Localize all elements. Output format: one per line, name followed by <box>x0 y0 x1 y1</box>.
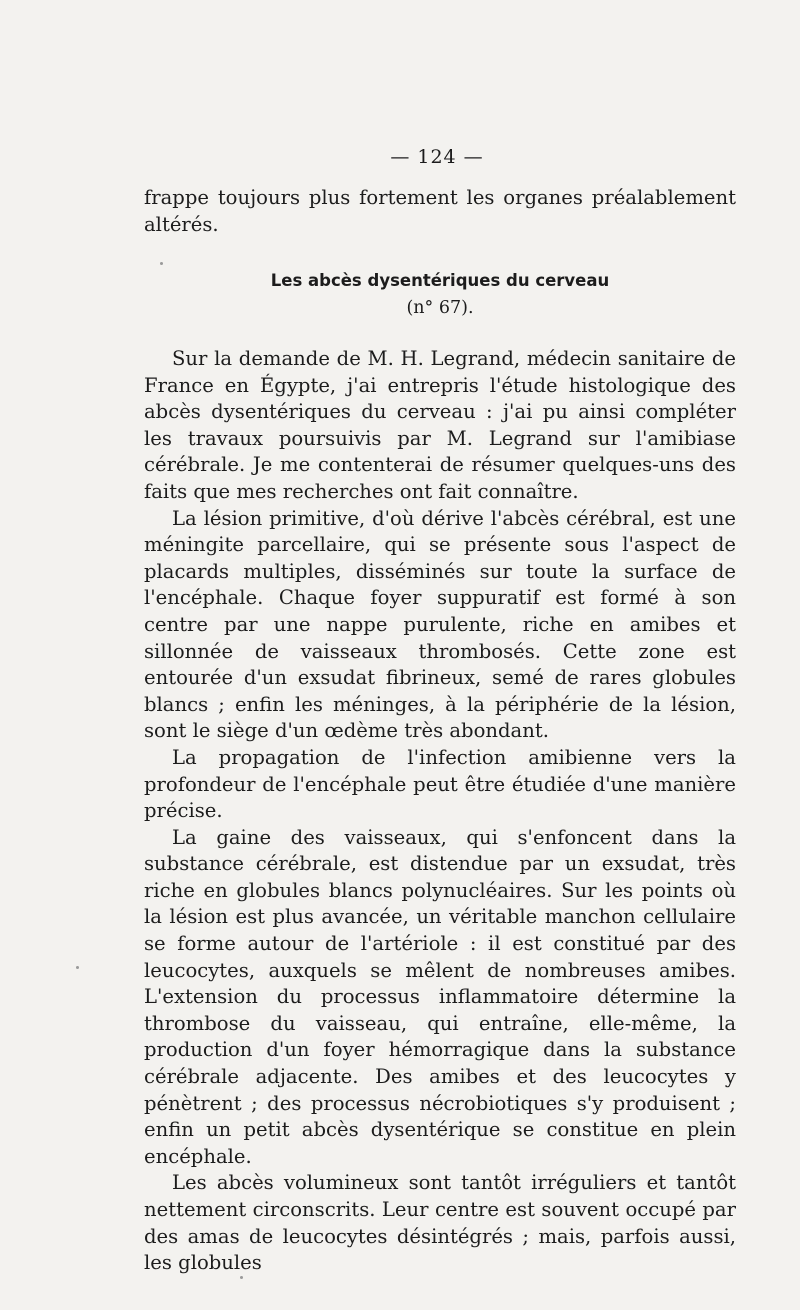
paragraph: Les abcès volumineux sont tantôt irréguliers et tantôt nettement circonscrits. Leur centre est souvent occupé par des amas de leucocytes désintégrés ; mais, parfois aussi, les globules <box>144 1171 736 1275</box>
paper-speck <box>160 262 163 265</box>
page-number: — 124 — <box>390 146 484 168</box>
body-text <box>144 346 736 1277</box>
paragraph: La gaine des vaisseaux, qui s'enfoncent dans la substance cérébrale, est distendue par un exsudat, très riche en globules blancs polynucléaires. Sur les points où la lésion est plus avancée, un véritable manchon cellulaire se forme autour de l'artériole : il est constitué par des leucocytes, auxquels se mêlent de nombreuses amibes. L'extension du processus inflammatoire détermine la thrombose du vaisseau, qui entraîne, elle-même, la production d'un foyer hémorragique dans la substance cérébrale adjacente. Des amibes et des leucocytes y pénètrent ; des processus nécrobiotiques s'y produisent ; enfin un petit abcès dysentérique se constitue en plein encéphale. <box>144 825 736 1168</box>
paragraph: La lésion primitive, d'où dérive l'abcès cérébral, est une méningite parcellaire, qui se présente sous l'aspect de placards multiples, disséminés sur toute la surface de l'encéphale. Chaque foyer suppuratif est formé à son centre par une nappe purulente, riche en amibes et sillonnée de vaisseaux thrombosés. Cette zone est entourée d'un exsudat fibrineux, semé de rares globules blancs ; enfin les méninges, à la périphérie de la lésion, sont le siège d'un œdème très abondant. <box>144 506 736 743</box>
paper-speck <box>240 1276 243 1279</box>
paper-speck <box>76 966 79 969</box>
opening-paragraph <box>144 185 736 238</box>
section-reference: (n° 67). <box>406 298 474 318</box>
paragraph: La propagation de l'infection amibienne vers la profondeur de l'encéphale peut être étudiée d'une manière précise. <box>144 745 736 823</box>
paragraph-continuation: frappe toujours plus fortement les organes préalablement altérés. <box>144 186 736 236</box>
section-title: Les abcès dysentériques du cerveau <box>270 271 610 290</box>
paragraph: Sur la demande de M. H. Legrand, médecin sanitaire de France en Égypte, j'ai entrepris l'étude histologique des abcès dysentériques du cerveau : j'ai pu ainsi compléter les travaux poursuivis par M. Legrand sur l'amibiase cérébrale. Je me contenterai de résumer quelques-uns des faits que mes recherches ont fait connaître. <box>144 347 736 503</box>
